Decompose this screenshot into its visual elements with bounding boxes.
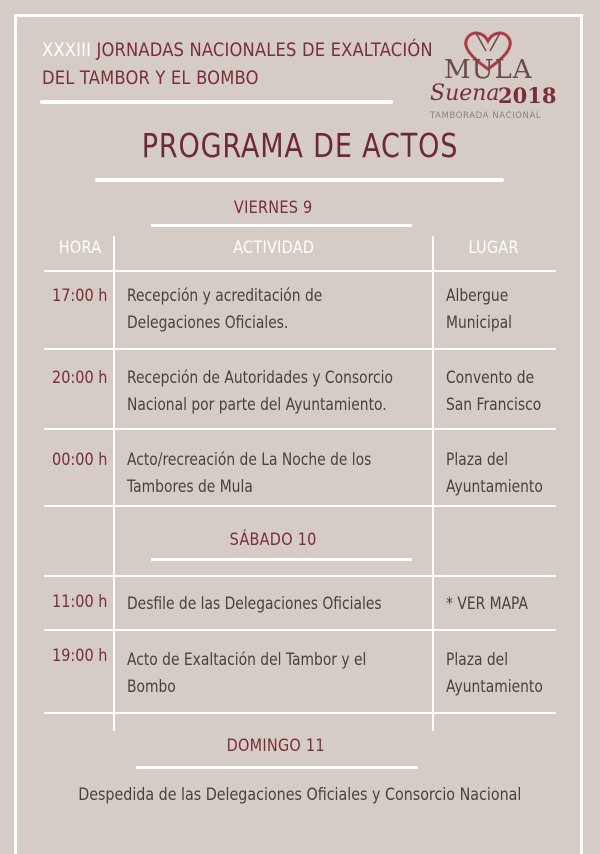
row-divider	[44, 629, 556, 631]
day-underline	[136, 766, 418, 769]
column-header-place: LUGAR	[468, 238, 520, 258]
row-divider	[44, 505, 556, 507]
logo-year: 2018	[498, 83, 557, 108]
event-place: Convento de San Francisco	[446, 368, 542, 414]
event-time: 17:00 h	[52, 286, 108, 306]
event-activity: Recepción de Autoridades y Consorcio Nacional por parte del Ayuntamiento.	[127, 368, 393, 414]
row-divider	[44, 575, 556, 577]
event-activity: Acto/recreación de La Noche de los Tambores de Mula	[127, 450, 372, 496]
title-divider	[95, 178, 504, 182]
mula-suena-logo	[424, 27, 556, 123]
column-header-time: HORA	[58, 238, 102, 258]
event-activity: Recepción y acreditación de Delegaciones Oficiales.	[127, 286, 323, 332]
column-divider	[432, 236, 434, 731]
event-title	[42, 36, 433, 92]
header-divider	[40, 100, 393, 104]
day-underline	[151, 558, 412, 561]
title-line-1: JORNADAS NACIONALES DE EXALTACIÓN	[96, 39, 433, 61]
event-activity: Acto de Exaltación del Tambor y el Bombo	[127, 650, 367, 696]
row-divider	[44, 270, 556, 272]
event-time: 20:00 h	[52, 368, 108, 388]
row-divider	[44, 348, 556, 350]
day-underline	[151, 224, 412, 227]
event-time: 00:00 h	[52, 450, 108, 470]
event-place: Albergue Municipal	[446, 286, 512, 332]
page-title: PROGRAMA DE ACTOS	[141, 126, 459, 165]
logo-subtitle: TAMBORADA NACIONAL	[430, 111, 542, 121]
event-place: Plaza del Ayuntamiento	[446, 450, 543, 496]
day-heading-viernes: VIERNES 9	[233, 198, 313, 218]
event-activity: Desfile de las Delegaciones Oficiales	[127, 594, 382, 613]
row-divider	[44, 712, 556, 714]
event-place: * VER MAPA	[446, 594, 529, 613]
event-time: 19:00 h	[52, 646, 108, 666]
edition-number: XXXIII	[42, 39, 92, 61]
day-heading-sabado: SÁBADO 10	[229, 530, 317, 550]
event-place: Plaza del Ayuntamiento	[446, 650, 543, 696]
day-heading-domingo: DOMINGO 11	[226, 736, 326, 756]
logo-word-suena: Suena	[430, 81, 500, 106]
closing-event: Despedida de las Delegaciones Oficiales y Consorcio Nacional	[78, 785, 522, 805]
logo-word-mula: MULA	[444, 55, 533, 85]
event-time: 11:00 h	[52, 592, 108, 612]
title-line-2: DEL TAMBOR Y EL BOMBO	[42, 67, 259, 89]
row-divider	[44, 428, 556, 430]
column-header-activity: ACTIVIDAD	[233, 238, 315, 258]
